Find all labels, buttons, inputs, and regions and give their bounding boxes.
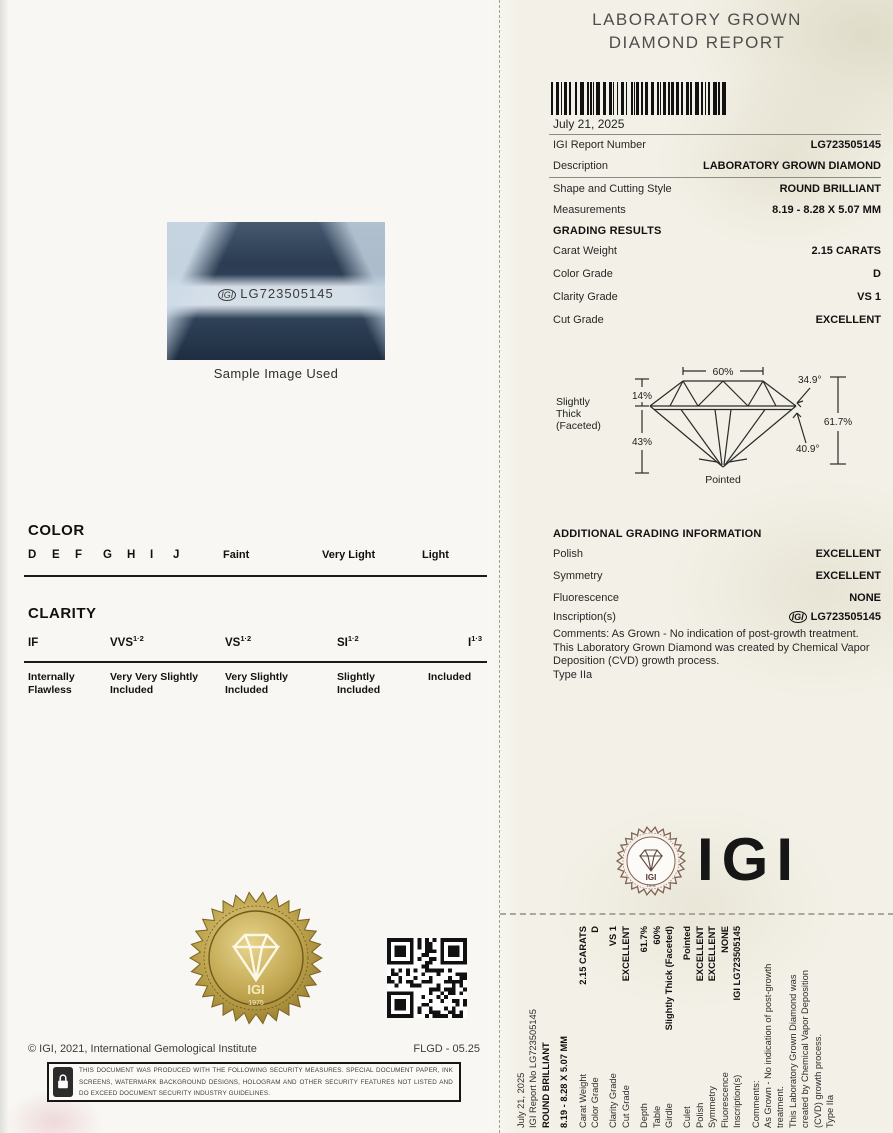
detachable-stub xyxy=(515,926,893,1128)
additional-info-heading: ADDITIONAL GRADING INFORMATION xyxy=(553,528,762,540)
clarity-grade-if: IF xyxy=(28,636,39,649)
svg-text:34.9°: 34.9° xyxy=(798,375,822,386)
color-range-faint: Faint xyxy=(223,549,250,561)
svg-text:1975: 1975 xyxy=(248,1000,264,1007)
comments-line: Comments: As Grown - No indication of post-growth treatment. xyxy=(553,628,859,640)
stub-row: Color Grade D xyxy=(590,926,601,1128)
symmetry-row: Symmetry EXCELLENT xyxy=(553,570,881,582)
svg-text:1975: 1975 xyxy=(646,883,656,888)
clarity-grade-row: Clarity Grade VS 1 xyxy=(553,291,881,303)
stub-row: Carat Weight 2.15 CARATS xyxy=(577,926,588,1128)
stub-shape: ROUND BRILLIANT xyxy=(540,1042,551,1128)
color-range-very-light: Very Light xyxy=(322,549,376,561)
svg-text:Slightly: Slightly xyxy=(556,396,590,408)
clarity-grade-vvs: $VVS^{1\cdot 2}$ xyxy=(110,634,144,649)
stub-comments-line: created by Chemical Vapor Deposition xyxy=(800,970,811,1128)
stub-report-no: IGI Report No LG723505145 xyxy=(528,1009,539,1128)
stub-comments-line: Comments: xyxy=(750,1080,761,1128)
comments-line: Type IIa xyxy=(553,668,593,681)
clarity-descriptions-row xyxy=(0,671,499,701)
stub-comments-line: This Laboratory Grown Diamond was xyxy=(787,974,798,1128)
stub-row: Polish EXCELLENT xyxy=(694,926,705,1128)
sample-inscription-number: LG723505145 xyxy=(240,285,334,301)
svg-text:61.7%: 61.7% xyxy=(823,417,853,428)
carat-weight-row: Carat Weight 2.15 CARATS xyxy=(553,245,881,257)
igi-inscription-logo-icon: IGI xyxy=(218,289,236,301)
stub-row: Clarity Grade VS 1 xyxy=(608,926,619,1128)
stub-row: Depth 61.7% xyxy=(639,926,650,1128)
igi-wordmark: IGI xyxy=(697,826,802,893)
stub-comments-line: treatment. xyxy=(775,1086,786,1128)
qr-code xyxy=(387,937,467,1019)
color-grade-h: H xyxy=(127,549,136,561)
clarity-grade-si: $SI^{1\cdot 2}$ xyxy=(337,634,359,649)
color-grade-i: I xyxy=(150,549,154,561)
stub-row: Symmetry EXCELLENT xyxy=(707,926,718,1128)
color-grade-d: D xyxy=(28,549,37,561)
svg-text:60%: 60% xyxy=(712,366,734,378)
stub-date: July 21, 2025 xyxy=(516,1072,526,1128)
color-scale-line xyxy=(24,575,487,577)
clarity-desc-si: Slightly Included xyxy=(337,671,381,696)
grading-results-heading: GRADING RESULTS xyxy=(553,225,662,237)
clarity-grade-vs: $VS^{1\cdot 2}$ xyxy=(225,634,252,649)
stub-row: Cut Grade EXCELLENT xyxy=(620,926,631,1128)
clarity-grade-i: $I^{1\cdot 3}$ xyxy=(468,634,483,649)
clarity-desc-vvs: Very Very Slightly Included xyxy=(110,671,199,696)
color-range-light: Light xyxy=(422,549,449,561)
lock-icon xyxy=(53,1067,73,1097)
stub-measurements: 8.19 - 8.28 X 5.07 MM xyxy=(559,1036,570,1128)
footer-row xyxy=(28,1043,480,1055)
color-grade-g: G xyxy=(103,549,112,561)
svg-text:43%: 43% xyxy=(631,437,653,448)
clarity-desc-vs: Very Slightly Included xyxy=(225,671,289,696)
shape-row: Shape and Cutting Style ROUND BRILLIANT xyxy=(553,183,881,195)
svg-text:Pointed: Pointed xyxy=(705,474,741,486)
color-scale-heading: COLOR xyxy=(28,522,85,539)
report-title-line1: LABORATORY GROWN xyxy=(592,10,802,29)
inscription-row: Inscription(s) IGI LG723505145 xyxy=(553,611,881,623)
security-statement-box xyxy=(47,1062,461,1102)
report-title-line2: DIAMOND REPORT xyxy=(608,33,786,52)
proportions-diagram xyxy=(534,355,884,503)
report-date: July 21, 2025 xyxy=(553,117,625,131)
sample-inscription xyxy=(218,286,333,301)
svg-text:IGI: IGI xyxy=(645,873,657,882)
cut-grade-row: Cut Grade EXCELLENT xyxy=(553,314,881,326)
perforation-line xyxy=(500,913,893,915)
divider-line xyxy=(549,177,881,178)
svg-text:(Faceted): (Faceted) xyxy=(556,420,601,432)
measurements-row: Measurements 8.19 - 8.28 X 5.07 MM xyxy=(553,204,881,216)
form-code: FLGD - 05.25 xyxy=(413,1043,480,1055)
svg-text:Thick: Thick xyxy=(556,408,582,420)
igi-inscription-logo-icon: IGI xyxy=(789,611,807,623)
clarity-scale-row xyxy=(0,634,499,652)
fluorescence-row: Fluorescence NONE xyxy=(553,592,881,604)
stub-comments-line: As Grown - No indication of post-growth xyxy=(762,963,773,1128)
polish-row: Polish EXCELLENT xyxy=(553,548,881,560)
color-scale-row xyxy=(0,549,499,565)
clarity-scale-heading: CLARITY xyxy=(28,605,97,622)
sample-image-caption: Sample Image Used xyxy=(213,366,339,381)
barcode xyxy=(551,82,729,115)
clarity-desc-if: Internally Flawless xyxy=(28,671,75,696)
color-grade-j: J xyxy=(173,549,180,561)
color-grade-row: Color Grade D xyxy=(553,268,881,280)
stub-row: Table 60% xyxy=(651,926,662,1128)
stub-comments-line: Type IIa xyxy=(824,1094,835,1128)
svg-text:IGI: IGI xyxy=(247,982,265,997)
clarity-scale-line xyxy=(24,661,487,663)
description-row: Description LABORATORY GROWN DIAMOND xyxy=(553,160,881,172)
divider-line xyxy=(549,134,881,135)
comments-line: This Laboratory Grown Diamond was created by Chemical Vapor Deposition (CVD) growth process. xyxy=(553,641,870,667)
igi-round-seal-icon xyxy=(616,826,686,896)
comments-block xyxy=(553,628,889,682)
color-grade-f: F xyxy=(75,549,83,561)
svg-text:40.9°: 40.9° xyxy=(796,444,820,455)
stub-row: Girdle Slightly Thick (Faceted) xyxy=(664,926,675,1128)
report-number-row: IGI Report Number LG723505145 xyxy=(553,139,881,151)
stub-comments-line: (CVD) growth process. xyxy=(812,1033,823,1128)
stub-row: Fluorescence NONE xyxy=(719,926,730,1128)
copyright-text: © IGI, 2021, International Gemological Institute xyxy=(28,1043,257,1055)
clarity-desc-i: Included xyxy=(428,671,472,683)
diamond-sample-image xyxy=(167,222,385,360)
svg-text:14%: 14% xyxy=(631,391,653,402)
gold-foil-seal-icon xyxy=(188,890,324,1026)
color-grade-e: E xyxy=(52,549,60,561)
stub-row: Inscription(s) IGI LG723505145 xyxy=(732,926,743,1128)
stub-row: Culet Pointed xyxy=(682,926,693,1128)
security-statement-text: THIS DOCUMENT WAS PRODUCED WITH THE FOLLOWING SECURITY MEASURES. SPECIAL DOCUMENT PAPER, INK SCREENS, WATERMARK BACKGROUND DESIGNS, HOLOGRAM AND OTHER SECURITY FEATURES NOT LISTED AND DO EXCEED DOCUMENT SECURITY INDUSTRY GUIDELINES. xyxy=(79,1067,453,1097)
